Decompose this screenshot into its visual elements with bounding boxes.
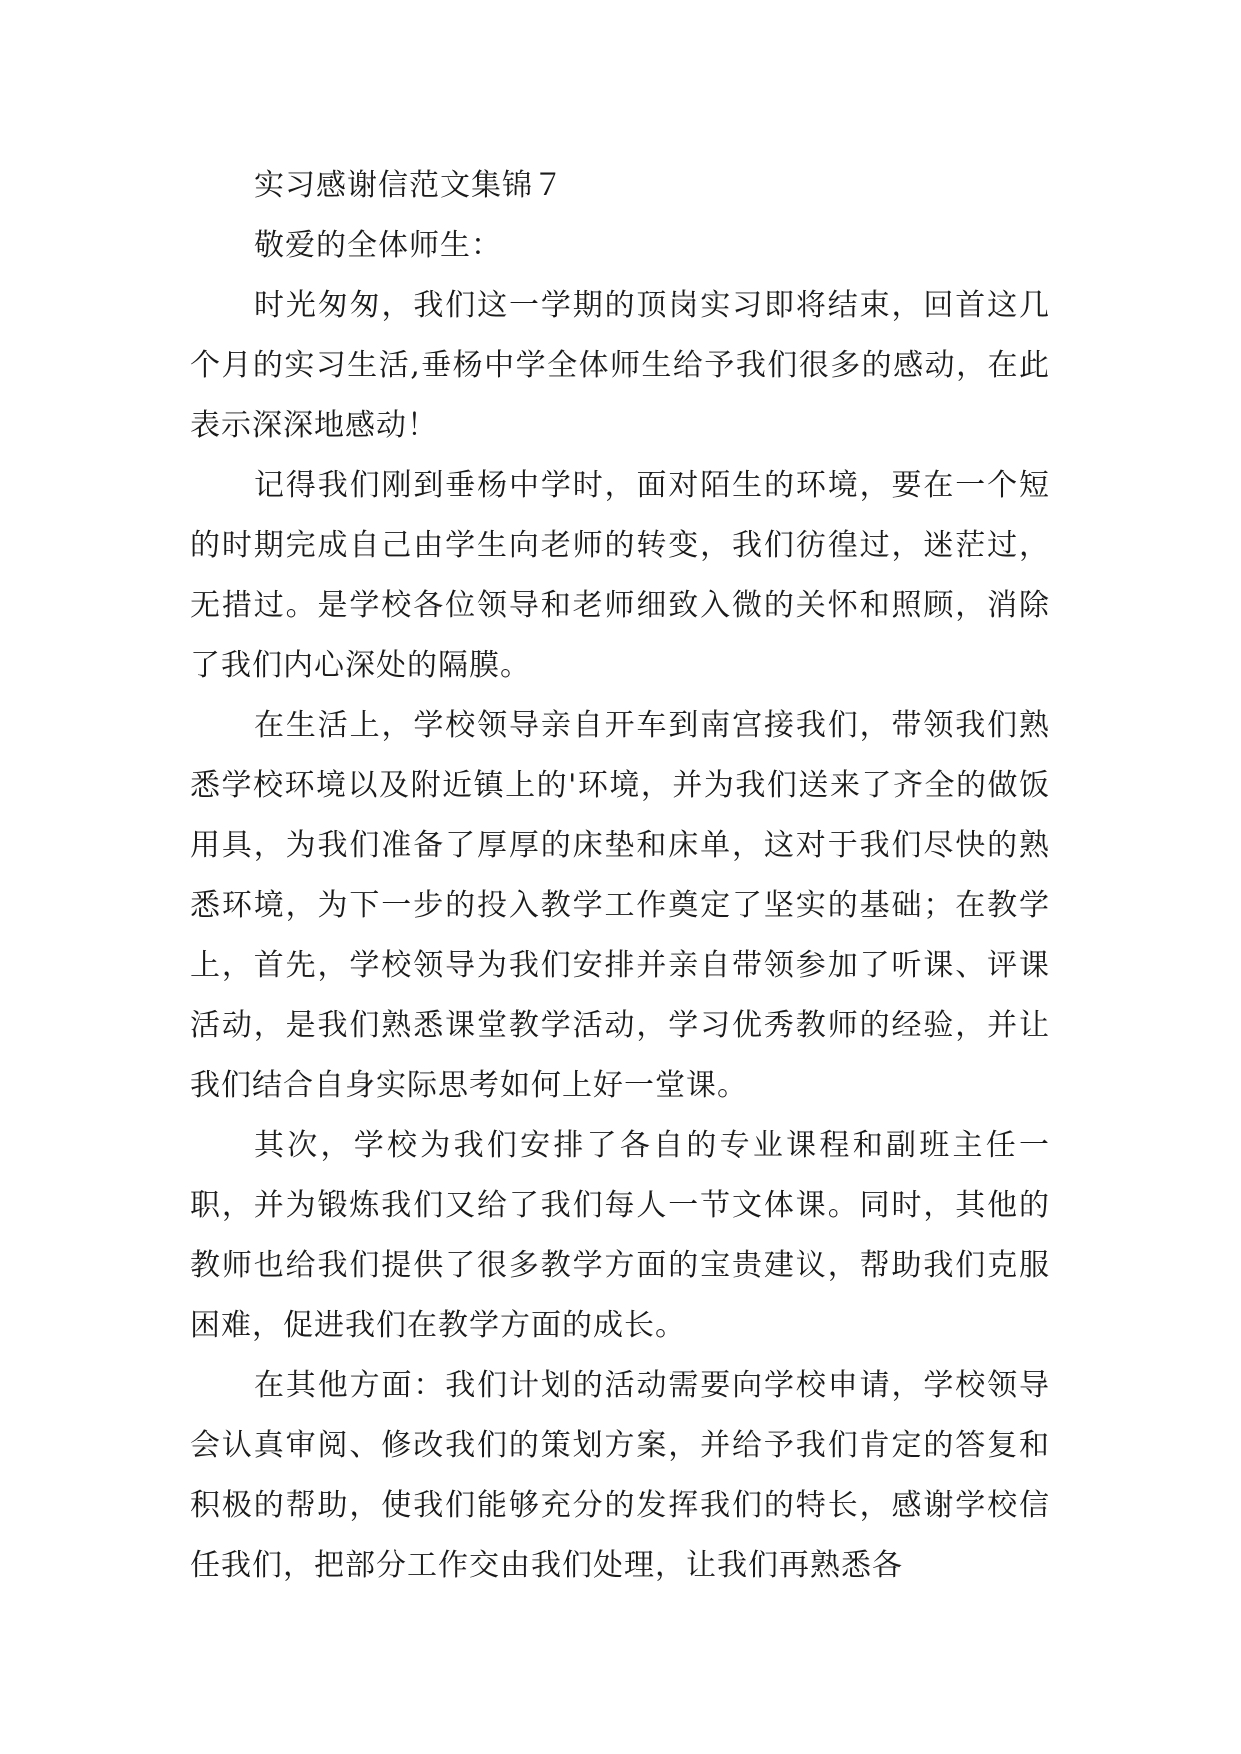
- paragraph-1: 时光匆匆，我们这一学期的顶岗实习即将结束，回首这几个月的实习生活,垂杨中学全体师生给予我们很多的感动，在此表示深深地感动！: [190, 288, 1050, 443]
- paragraph-4: 其次，学校为我们安排了各自的专业课程和副班主任一职，并为锻炼我们又给了我们每人一节文体课。同时，其他的教师也给我们提供了很多教学方面的宝贵建议，帮助我们克服困难，促进我们在教学方面的成长。: [190, 1128, 1050, 1343]
- document-body: [190, 156, 1050, 1596]
- paragraph-3: 在生活上，学校领导亲自开车到南宫接我们，带领我们熟悉学校环境以及附近镇上的'环境，并为我们送来了齐全的做饭用具，为我们准备了厚厚的床垫和床单，这对于我们尽快的熟悉环境，为下一步的投入教学工作奠定了坚实的基础；在教学上，首先，学校领导为我们安排并亲自带领参加了听课、评课活动，是我们熟悉课堂教学活动，学习优秀教师的经验，并让我们结合自身实际思考如何上好一堂课。: [190, 708, 1050, 1103]
- paragraph-2: 记得我们刚到垂杨中学时，面对陌生的环境，要在一个短的时期完成自己由学生向老师的转变，我们彷徨过，迷茫过，无措过。是学校各位领导和老师细致入微的关怀和照顾，消除了我们内心深处的隔膜。: [190, 468, 1050, 683]
- document-title: 实习感谢信范文集锦７: [254, 168, 564, 203]
- paragraph-5: 在其他方面：我们计划的活动需要向学校申请，学校领导会认真审阅、修改我们的策划方案，并给予我们肯定的答复和积极的帮助，使我们能够充分的发挥我们的特长，感谢学校信任我们，把部分工作交由我们处理，让我们再熟悉各: [190, 1368, 1050, 1583]
- letter-salutation: 敬爱的全体师生：: [254, 228, 502, 263]
